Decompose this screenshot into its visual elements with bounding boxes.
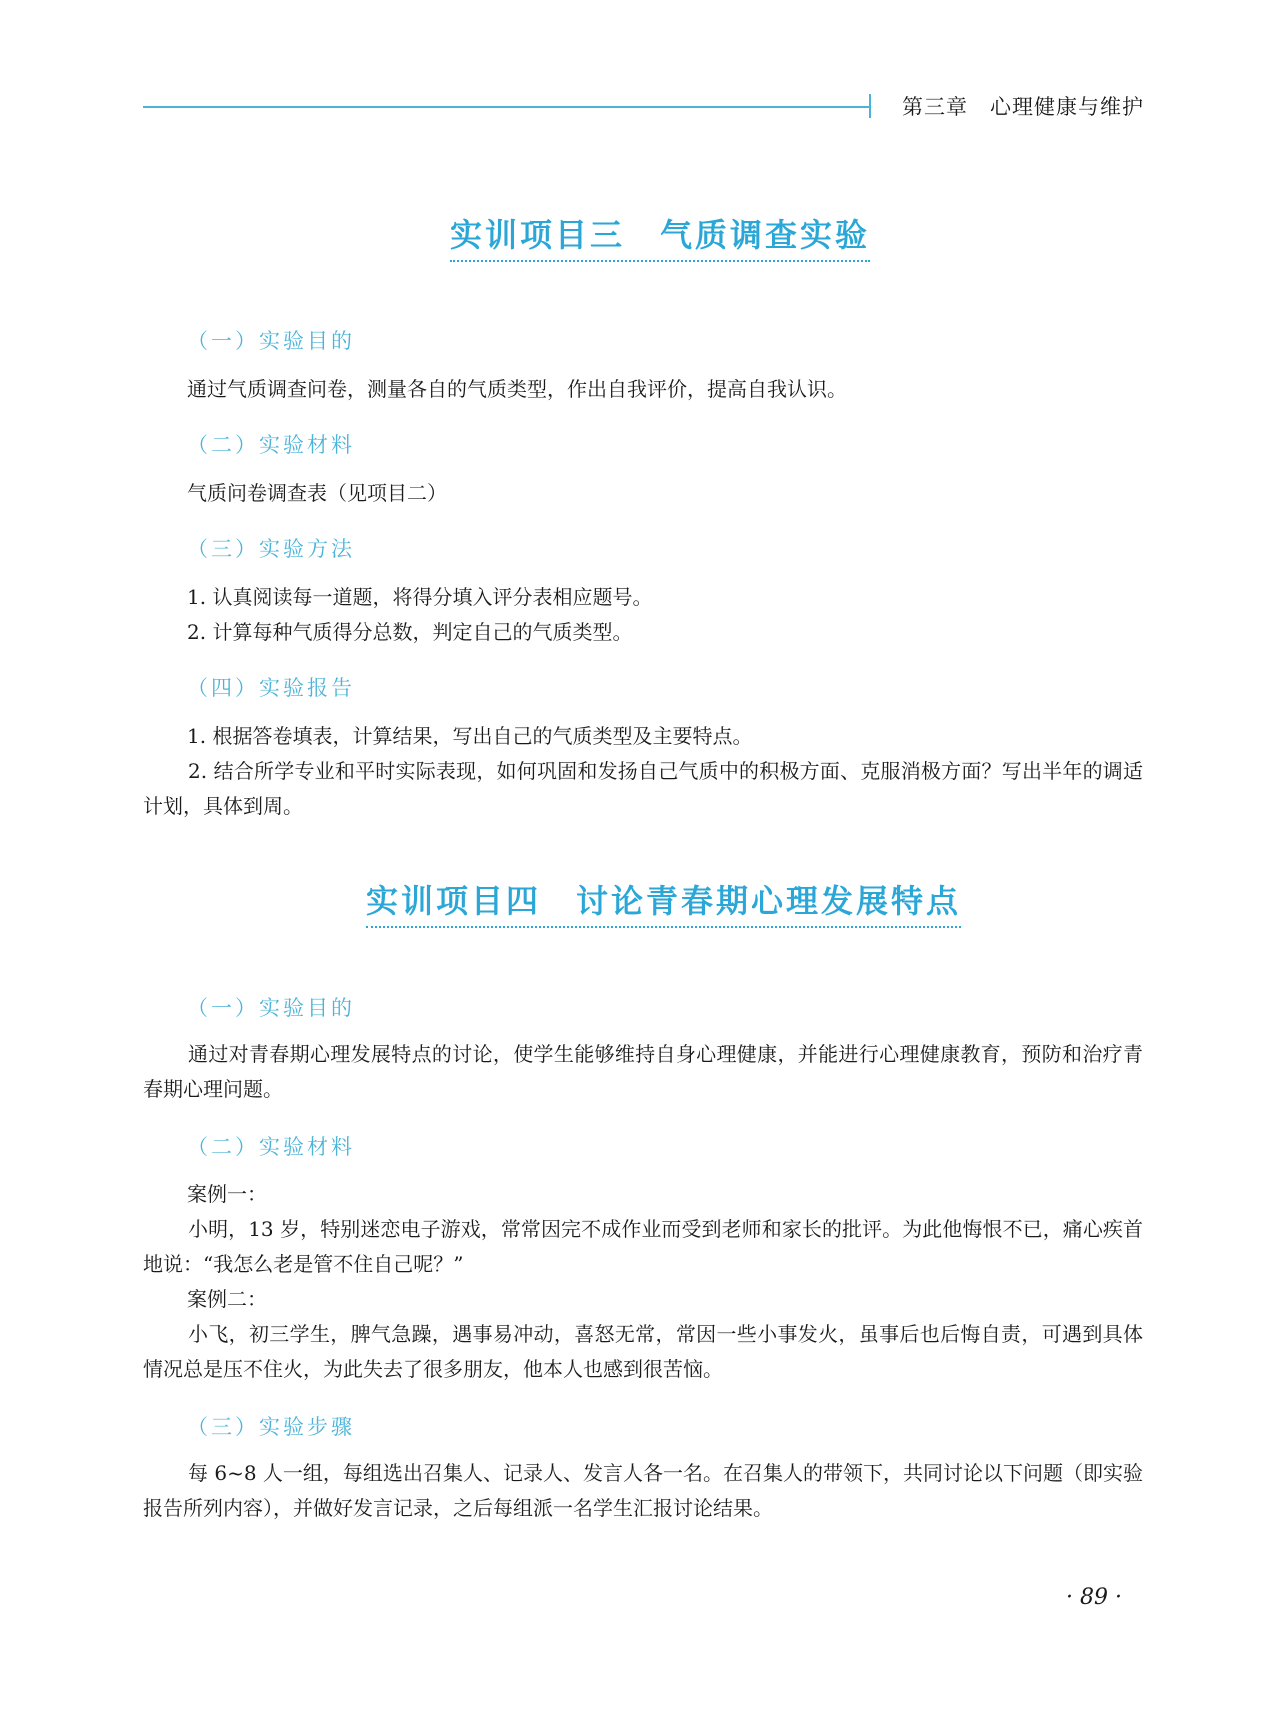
project3-method-item: 2. 计算每种气质得分总数，判定自己的气质类型。 — [187, 620, 633, 644]
header-divider — [869, 94, 871, 118]
running-header-chapter: 第三章 心理健康与维护 — [902, 95, 1144, 119]
header-rule — [143, 106, 869, 108]
project3-title: 实训项目三 气质调查实验 — [450, 210, 870, 262]
project3-section1-text: 通过气质调查问卷，测量各自的气质类型，作出自我评价，提高自我认识。 — [187, 377, 847, 401]
project3-report-item2: 2. 结合所学专业和平时实际表现，如何巩固和发扬自己气质中的积极方面、克服消极方面？写出半年的调适计划，具体到周。 — [143, 759, 1143, 818]
project4-title: 实训项目四 讨论青春期心理发展特点 — [366, 876, 961, 928]
project3-section2-heading: （二）实验材料 — [187, 433, 355, 457]
case2-text: 小飞，初三学生，脾气急躁，遇事易冲动，喜怒无常，常因一些小事发火，虽事后也后悔自责，可遇到具体情况总是压不住火，为此失去了很多朋友，他本人也感到很苦恼。 — [143, 1322, 1143, 1381]
project4-section3-text: 每 6~8 人一组，每组选出召集人、记录人、发言人各一名。在召集人的带领下，共同讨论以下问题（即实验报告所列内容），并做好发言记录，之后每组派一名学生汇报讨论结果。 — [143, 1461, 1143, 1520]
page-number: · 89 · — [1066, 1585, 1122, 1610]
project4-section1-text: 通过对青春期心理发展特点的讨论，使学生能够维持自身心理健康，并能进行心理健康教育，预防和治疗青春期心理问题。 — [143, 1042, 1143, 1101]
project3-section2-text: 气质问卷调查表（见项目二） — [187, 481, 447, 505]
case2-label: 案例二： — [187, 1287, 267, 1311]
case1-label: 案例一： — [187, 1182, 267, 1206]
project3-section4-heading: （四）实验报告 — [187, 676, 355, 700]
project3-section3-heading: （三）实验方法 — [187, 537, 355, 561]
project3-report-item1: 1. 根据答卷填表，计算结果，写出自己的气质类型及主要特点。 — [187, 724, 753, 748]
project4-section3-heading: （三）实验步骤 — [187, 1415, 355, 1439]
project3-method-item: 1. 认真阅读每一道题，将得分填入评分表相应题号。 — [187, 585, 653, 609]
project4-section1-heading: （一）实验目的 — [187, 996, 355, 1020]
project4-section2-heading: （二）实验材料 — [187, 1135, 355, 1159]
project3-section1-heading: （一）实验目的 — [187, 329, 355, 353]
case1-text: 小明，13 岁，特别迷恋电子游戏，常常因完不成作业而受到老师和家长的批评。为此他悔恨不已，痛心疾首地说：“我怎么老是管不住自己呢？” — [143, 1217, 1143, 1276]
